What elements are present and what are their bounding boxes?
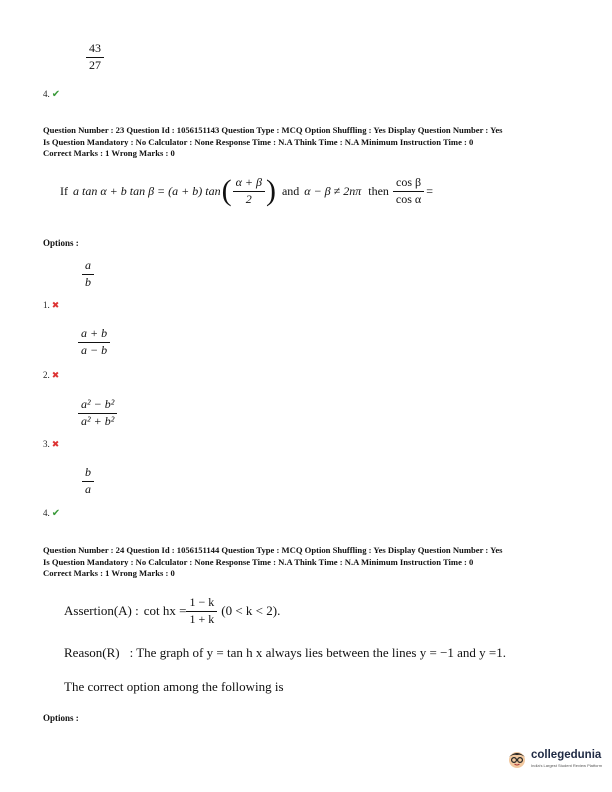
- q24-header-line-3: Correct Marks : 1 Wrong Marks : 0: [43, 568, 175, 578]
- q23-option-3-fraction: [78, 398, 117, 429]
- q23-stem: [60, 176, 433, 207]
- brand-logo: [506, 748, 602, 770]
- cross-icon: ✖: [51, 439, 60, 449]
- q24-header: [43, 545, 503, 580]
- fraction-numerator: a + b: [78, 327, 110, 343]
- q24-assertion: [64, 596, 280, 627]
- prev-option4-fraction: [86, 42, 104, 73]
- assertion-label: Assertion(A) :: [64, 603, 139, 619]
- right-paren: ): [265, 174, 276, 208]
- option-label: 4.: [43, 89, 50, 99]
- checkmark-icon: ✔: [51, 89, 61, 100]
- q23-option-1-fraction: [82, 259, 94, 290]
- stem-paren-fraction: [233, 176, 265, 207]
- reason-text: : The graph of y = tan h x always lies between the lines y = −1 and y =1.: [129, 645, 506, 660]
- q24-header-line-2: Is Question Mandatory : No Calculator : None Response Time : N.A Think Time : N.A Minimum Instruction Time : 0: [43, 556, 474, 567]
- q23-header-line-2: Is Question Mandatory : No Calculator : None Response Time : N.A Think Time : N.A Minimum Instruction Time : 0: [43, 136, 474, 147]
- stem-then: then: [368, 183, 389, 198]
- option-label: 3.: [43, 439, 50, 449]
- stem-and: and: [281, 183, 300, 198]
- stem-lhs: a tan α + b tan β = (a + b) tan: [73, 183, 221, 198]
- reason-label: Reason(R): [64, 645, 120, 660]
- fraction-denominator: a − b: [81, 342, 108, 357]
- fraction-numerator: b: [82, 466, 94, 482]
- brand-tagline: India's Largest Student Review Platform: [531, 762, 603, 768]
- q23-option-4-label-row: [43, 503, 60, 521]
- fraction-denominator: 27: [89, 57, 101, 72]
- fraction-numerator: cos β: [393, 176, 424, 192]
- fraction-denominator: a: [85, 481, 91, 496]
- fraction-denominator: 2: [245, 191, 252, 206]
- cross-icon: ✖: [51, 300, 60, 310]
- option-label: 2.: [43, 370, 50, 380]
- stem-if: If: [60, 183, 68, 198]
- cross-icon: ✖: [51, 370, 60, 380]
- option-label: 1.: [43, 300, 50, 310]
- q23-option-2-label-row: [43, 365, 59, 383]
- q24-options-heading: Options :: [43, 713, 79, 723]
- checkmark-icon: ✔: [51, 508, 61, 519]
- prev-option4-label-row: [43, 84, 60, 102]
- q24-header-line-1: Question Number : 24 Question Id : 1056151144 Question Type : MCQ Option Shuffling : Yes Display Question Number : Yes: [43, 545, 503, 555]
- q23-header-line-1: Question Number : 23 Question Id : 1056151143 Question Type : MCQ Option Shuffling : Yes Display Question Number : Yes: [43, 125, 503, 135]
- fraction-denominator: cos α: [395, 191, 422, 206]
- mascot-icon: [506, 748, 528, 770]
- stem-condition: α − β ≠ 2nπ: [304, 183, 362, 198]
- assertion-condition: (0 < k < 2).: [221, 603, 281, 619]
- q24-reason: [64, 645, 506, 661]
- fraction-numerator: a: [82, 259, 94, 275]
- q23-header-line-3: Correct Marks : 1 Wrong Marks : 0: [43, 148, 175, 158]
- brand-name: collegedunia: [531, 749, 602, 762]
- stem-ratio-fraction: [393, 176, 424, 207]
- q24-prompt: The correct option among the following is: [64, 679, 284, 694]
- option-label: 4.: [43, 508, 50, 518]
- fraction-denominator: 1 + k: [189, 611, 215, 626]
- q23-option-3-label-row: [43, 434, 59, 452]
- q23-header: [43, 125, 503, 160]
- fraction-denominator: b: [85, 274, 91, 289]
- stem-equals: =: [426, 183, 433, 198]
- fraction-numerator: 1 − k: [186, 596, 217, 612]
- assertion-lhs: cot hx =: [143, 603, 187, 619]
- fraction-numerator: α + β: [233, 176, 265, 192]
- q23-option-2-fraction: [78, 327, 110, 358]
- q23-option-1-label-row: [43, 295, 59, 313]
- q23-option-4-fraction: [82, 466, 94, 497]
- q23-options-heading: Options :: [43, 238, 79, 248]
- fraction-numerator: a² − b²: [78, 398, 117, 414]
- fraction-denominator: a² + b²: [81, 413, 115, 428]
- assertion-fraction: [186, 596, 217, 627]
- left-paren: (: [221, 174, 232, 208]
- fraction-numerator: 43: [86, 42, 104, 58]
